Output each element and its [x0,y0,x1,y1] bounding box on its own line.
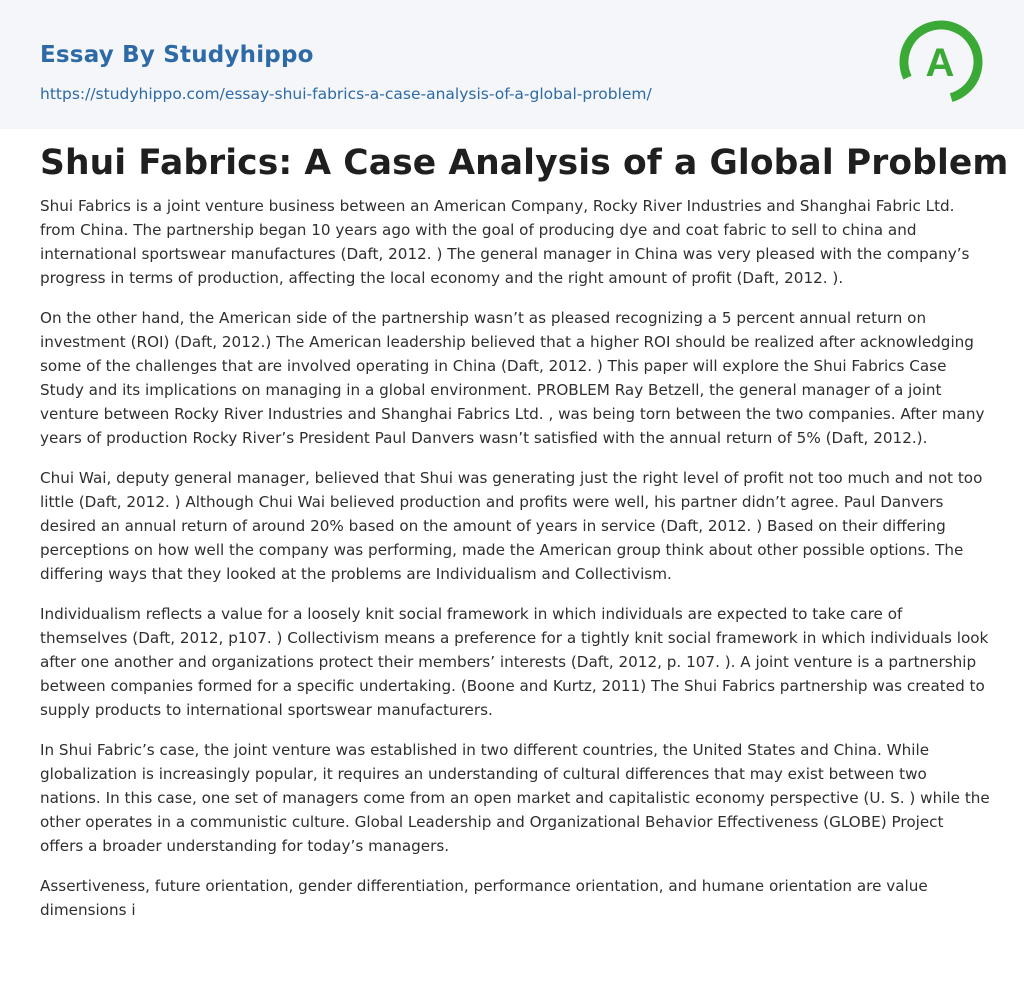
essay-paragraph: In Shui Fabric’s case, the joint venture was established in two different countries, the United States and China. While globalization is increasingly popular, it requires an understanding of cultural differences that may exist between two nations. In this case, one set of managers come from an open market and capitalistic economy perspective (U. S. ) while the other operates in a communistic culture. Global Leadership and Organizational Behavior Effectiveness (GLOBE) Project offers a broader understanding for today’s managers. [40,741,990,855]
page-header [0,0,1024,129]
logo-letter: A [925,41,955,85]
essay-paragraph: Chui Wai, deputy general manager, believed that Shui was generating just the right level of profit not too much and not too little (Daft, 2012. ) Although Chui Wai believed production and profits were well, his partner didn’t agree. Paul Danvers desired an annual return of around 20% based on the amount of years in service (Daft, 2012. ) Based on their differing perceptions on how well the company was performing, made the American group think about other possible options. The differing ways that they looked at the problems are Individualism and Collectivism. [40,469,983,583]
essay-title: Shui Fabrics: A Case Analysis of a Global Problem [40,143,1009,183]
studyhippo-logo-icon[interactable] [896,18,986,106]
essay-paragraph: Shui Fabrics is a joint venture business between an American Company, Rocky River Industries and Shanghai Fabric Ltd. from China. The partnership began 10 years ago with the goal of producing dye and coat fabric to sell to china and international sportswear manufactures (Daft, 2012. ) The general manager in China was very pleased with the company’s progress in terms of production, affecting the local economy and the right amount of profit (Daft, 2012. ). [40,197,970,287]
essay-body [40,194,990,938]
essay-paragraph: On the other hand, the American side of the partnership wasn’t as pleased recognizing a 5 percent annual return on investment (ROI) (Daft, 2012.) The American leadership believed that a higher ROI should be realized after acknowledging some of the challenges that are involved operating in China (Daft, 2012. ) This paper will explore the Shui Fabrics Case Study and its implications on managing in a global environment. PROBLEM Ray Betzell, the general manager of a joint venture between Rocky River Industries and Shanghai Fabrics Ltd. , was being torn between the two companies. After many years of production Rocky River’s President Paul Danvers wasn’t satisfied with the annual return of 5% (Daft, 2012.). [40,309,985,447]
essay-paragraph: Individualism reflects a value for a loosely knit social framework in which individuals are expected to take care of themselves (Daft, 2012, p107. ) Collectivism means a preference for a tightly knit social framework in which individuals look after one another and organizations protect their members’ interests (Daft, 2012, p. 107. ). A joint venture is a partnership between companies formed for a specific undertaking. (Boone and Kurtz, 2011) The Shui Fabrics partnership was created to supply products to international sportswear manufacturers. [40,605,989,719]
essay-paragraph: Assertiveness, future orientation, gender differentiation, performance orientation, and humane orientation are value dimensions i [40,877,928,919]
essay-url-link[interactable]: https://studyhippo.com/essay-shui-fabrics-a-case-analysis-of-a-global-problem/ [40,85,652,103]
site-brand[interactable]: Essay By Studyhippo [40,42,314,68]
